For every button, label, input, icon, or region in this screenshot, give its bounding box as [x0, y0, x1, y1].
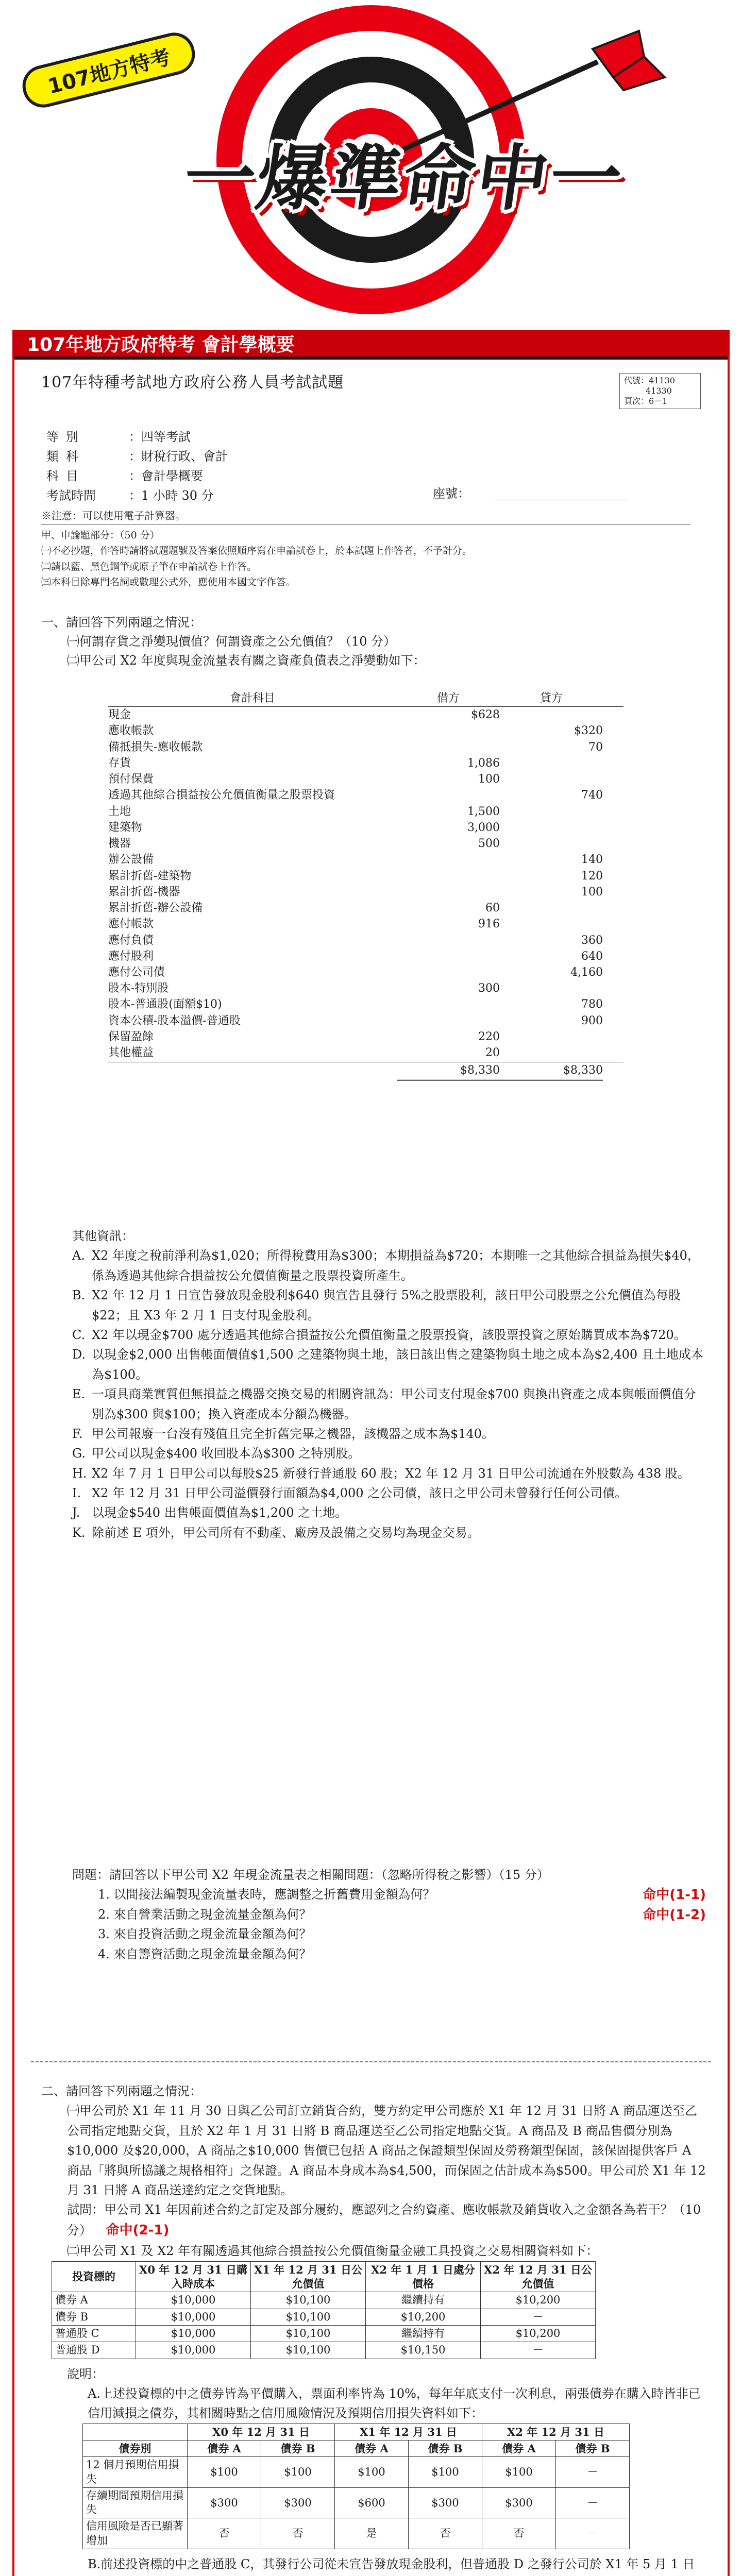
debit-value [397, 1013, 500, 1029]
instruction-line: 甲、申論題部分：（50 分） [41, 530, 160, 541]
info-text: 甲公司以現金$400 收回股本為$300 之特別股。 [92, 1446, 361, 1461]
table-cell: 債券 A [52, 2292, 136, 2309]
credit-value [500, 836, 603, 852]
info-key: G. [72, 1446, 86, 1461]
table-cell: $10,200 [481, 2325, 596, 2342]
slogan-text: 一爆準命中一 [178, 137, 629, 220]
exam-meta [46, 428, 490, 506]
column-header: 債券 B [261, 2440, 335, 2456]
table-cell: $100 [482, 2457, 556, 2488]
info-key: D. [72, 1347, 86, 1362]
seat-label: 座號： [433, 486, 470, 501]
account-name: 股本-普通股(面額$10) [108, 998, 222, 1011]
question-intro: 二、請回答下列兩題之情況： [41, 2084, 202, 2098]
info-text: X2 年 7 月 1 日甲公司以每股$25 新發行普通股 60 股；X2 年 12 月 31 日甲公司流通在外股數為 438 股。 [92, 1466, 690, 1481]
meta-value: ：財稅行政、會計 [129, 449, 228, 464]
debit-value: 3,000 [467, 821, 500, 834]
table-row [108, 787, 623, 803]
section-header [12, 330, 730, 360]
info-text: X2 年度之稅前淨利為$1,020；所得稅費用為$300；本期損益為$720；本期唯一之其他綜合損益為損失$40，係為透過其他綜合損益按公允價值衡量之股票投資所產生。 [92, 1248, 700, 1283]
table-row [52, 2325, 596, 2342]
debit-value [397, 868, 500, 884]
credit-value: 640 [581, 950, 603, 963]
slogan [178, 129, 629, 220]
total-label [108, 1062, 397, 1080]
column-header: 債券 B [556, 2440, 630, 2456]
debit-value: $628 [471, 708, 500, 722]
instructions [41, 528, 690, 590]
info-item [72, 1523, 706, 1543]
column-header: X0 年 12 月 31 日購入時成本 [136, 2261, 251, 2292]
info-text: 甲公司報廢一台沒有殘值且完全折舊完畢之機器，該機器之成本為$140。 [92, 1426, 495, 1441]
credit-value [500, 820, 603, 836]
credit-value [500, 771, 603, 787]
requirement-item [72, 1905, 706, 1924]
investment-table [52, 2261, 596, 2359]
table-cell: － [556, 2457, 630, 2488]
note-title: 說明： [67, 2366, 104, 2381]
table-cell: $10,000 [136, 2325, 251, 2342]
table-row [52, 2309, 596, 2325]
table-cell: $300 [409, 2487, 482, 2518]
table-cell: 否 [482, 2518, 556, 2549]
table-cell: $600 [335, 2487, 409, 2518]
table-cell: － [481, 2342, 596, 2359]
table-row [108, 964, 623, 980]
info-text: 以現金$540 出售帳面價值為$1,200 之土地。 [92, 1505, 348, 1520]
table-cell: 繼續持有 [366, 2325, 481, 2342]
instruction-line: ㈡請以藍、黑色鋼筆或原子筆在申論試卷上作答。 [41, 561, 257, 572]
info-item [72, 1483, 706, 1503]
credit-value [500, 1029, 603, 1045]
table-cell: 是 [335, 2518, 409, 2549]
info-item [72, 1345, 706, 1384]
info-key: A. [72, 1248, 85, 1263]
account-name: 應收帳款 [108, 724, 154, 738]
table-cell: $300 [261, 2487, 335, 2518]
table-cell: $100 [261, 2457, 335, 2488]
table-cell: 普通股 D [52, 2342, 136, 2359]
account-name: 預付保費 [108, 773, 154, 786]
info-key: I. [72, 1486, 81, 1501]
table-row [108, 852, 623, 868]
column-group-header: X1 年 12 月 31 日 [335, 2424, 482, 2440]
col-credit: 貸方 [539, 692, 563, 705]
calculator-notice: ※注意：可以使用電子計算器。 [41, 510, 185, 522]
divider [41, 524, 690, 525]
info-text: X2 年以現金$700 處分透過其他綜合損益按公允價值衡量之股票投資，該股票投資之原始購買成本為$720。 [92, 1327, 686, 1342]
table-row [108, 900, 623, 916]
credit-value [500, 980, 603, 996]
table-cell: $10,100 [251, 2342, 366, 2359]
table-row [108, 707, 623, 723]
info-item [72, 1424, 706, 1444]
hit-badge: 命中(2-1) [106, 2222, 170, 2238]
account-name: 資本公積-股本溢價-普通股 [108, 1014, 241, 1027]
question-1 [41, 613, 701, 671]
sub-question-1: ㈠甲公司於 X1 年 11 月 30 日與乙公司訂立銷貨合約，雙方約定甲公司應於 X1 年 12 月 31 日將 A 商品運送至乙公司指定地點交貨，且於 X2 年 1 月 31 日將 B 商品運送至乙公司指定地點交貨。A 商品及 B 商品售價分別為$10,000 及$20,000，A 商品之$10,000 售價已包括 A 商品之保證類型保固及勞務類型保固，該保固提供客戶 A 商品「將與所協議之規格相符」之保證。A 商品本身成本為$4,500，而保固之估計成本為$500。甲公司於 X1 年 12 月 31 日將 A 商品送達約定之交貨地點。 [67, 2104, 706, 2197]
requirement-text: 1. 以間接法編製現金流量表時，應調整之折舊費用金額為何？ [98, 1887, 435, 1902]
table-row [108, 868, 623, 884]
table-total [108, 1062, 623, 1080]
table-cell: $300 [482, 2487, 556, 2518]
account-name: 應付股利 [108, 950, 154, 963]
account-name: 機器 [108, 837, 131, 851]
debit-value: 1,500 [467, 805, 500, 818]
account-name: 保留盈餘 [108, 1030, 154, 1043]
meta-key: 等別 [46, 430, 86, 444]
info-key: J. [72, 1505, 80, 1520]
table-row [108, 980, 623, 996]
table-cell: $10,000 [136, 2292, 251, 2309]
table-cell: 信用風險是否已顯著增加 [83, 2518, 188, 2549]
exam-title: 107年特種考試地方政府公務人員考試試題 [41, 374, 344, 392]
meta-row [46, 486, 490, 506]
requirement-item [72, 1924, 706, 1944]
exam-code-line: 41330 [646, 386, 672, 396]
info-text: 除前述 E 項外，甲公司所有不動產、廠房及設備之交易均為現金交易。 [92, 1525, 480, 1540]
meta-value: ：四等考試 [129, 430, 191, 444]
meta-value: ：1 小時 30 分 [129, 488, 214, 503]
hit-badge: 命中(1-2) [643, 1907, 706, 1923]
credit-value: 70 [588, 740, 603, 754]
table-row [108, 996, 623, 1012]
info-key: K. [72, 1525, 86, 1540]
debit-value [397, 996, 500, 1012]
table-row [108, 755, 623, 771]
table-header [108, 690, 623, 707]
meta-value: ：會計學概要 [129, 469, 203, 483]
table-cell: $10,200 [366, 2309, 481, 2325]
table-body [108, 707, 623, 1061]
table-cell: $10,200 [481, 2292, 596, 2309]
credit-value [500, 1045, 603, 1061]
table-row [108, 804, 623, 820]
credit-value [500, 755, 603, 771]
credit-value: 900 [581, 1014, 603, 1027]
info-item [72, 1325, 706, 1345]
table-row [83, 2457, 630, 2488]
table-row [108, 820, 623, 836]
table-row [108, 836, 623, 852]
info-item [72, 1444, 706, 1463]
info-text: X2 年 12 月 1 日宣告發放現金股利$640 與宣告且發行 5%之股票股利，該日甲公司股票之公允價值為每股$22；且 X3 年 2 月 1 日支付現金股利。 [92, 1288, 681, 1323]
exam-tag-label: 107地方特考 [45, 45, 173, 99]
table-row [108, 1029, 623, 1045]
other-info [72, 1226, 706, 1543]
table-cell: $10,150 [366, 2342, 481, 2359]
instruction-line: ㈢本科目除專門名詞或數理公式外，應使用本國文字作答。 [41, 577, 296, 588]
debit-value [397, 787, 500, 803]
table-row [83, 2487, 630, 2518]
dashed-divider [31, 2061, 711, 2062]
info-item [72, 1503, 706, 1522]
credit-value: 100 [581, 885, 603, 899]
table-cell: 否 [261, 2518, 335, 2549]
hit-badge: 命中(1-1) [643, 1887, 706, 1903]
note-b: B.前述投資標的中之普通股 C，其發行公司從未宣告發放現金股利，但普通股 D 之發行公司於 X1 年 5 月 1 日 [88, 2557, 695, 2572]
requirement-text: 3. 來自投資活動之現金流量金額為何？ [98, 1927, 312, 1942]
table-header [52, 2261, 596, 2292]
credit-value: 740 [581, 789, 603, 802]
table-row [108, 916, 623, 932]
credit-value [500, 900, 603, 916]
info-key: F. [72, 1426, 83, 1441]
col-debit: 借方 [436, 692, 460, 705]
table-row [108, 739, 623, 755]
debit-value [397, 852, 500, 868]
table-cell: － [556, 2487, 630, 2518]
info-title: 其他資訊： [72, 1229, 134, 1243]
column-header: 債券 A [482, 2440, 556, 2456]
instruction-line: ㈠不必抄題，作答時請將試題題號及答案依照順序寫在申論試卷上，於本試題上作答者，不予計分。 [41, 545, 473, 557]
column-group-header [83, 2424, 188, 2440]
column-header: 債券別 [83, 2440, 188, 2456]
account-name: 存貨 [108, 756, 131, 770]
account-name: 建築物 [108, 821, 143, 834]
credit-value [500, 916, 603, 932]
sub-question: ㈠何謂存貨之淨變現價值？何謂資產之公允價值？（10 分） [67, 634, 396, 649]
requirement-text: 2. 來自營業活動之現金流量金額為何？ [98, 1907, 312, 1922]
column-group-header: X0 年 12 月 31 日 [188, 2424, 335, 2440]
exam-page-line: 頁次：6－1 [624, 396, 668, 406]
credit-value: 780 [581, 998, 603, 1011]
meta-key: 類科 [46, 449, 86, 464]
credit-loss-table [82, 2424, 630, 2549]
info-text: X2 年 12 月 31 日甲公司溢價發行面額為$4,000 之公司債，該日之甲公司未曾發行任何公司債。 [92, 1486, 628, 1501]
total-debit: $8,330 [397, 1062, 500, 1080]
table-header-top [83, 2424, 630, 2440]
table-cell: 債券 B [52, 2309, 136, 2325]
total-credit: $8,330 [500, 1062, 603, 1080]
table-cell: $10,100 [251, 2292, 366, 2309]
account-name: 累計折舊-建築物 [108, 869, 192, 883]
info-list [72, 1246, 706, 1543]
debit-value: 300 [478, 982, 500, 995]
debit-value: 20 [485, 1046, 500, 1060]
account-name: 辦公設備 [108, 853, 154, 867]
debit-value: 100 [478, 773, 500, 786]
banner [0, 0, 742, 330]
account-name: 應付公司債 [108, 965, 165, 979]
debit-value [397, 739, 500, 755]
meta-key: 科目 [46, 469, 86, 483]
sub-question-2: ㈡甲公司 X1 及 X2 年有關透過其他綜合損益按公允價值衡量金融工具投資之交易相關資料如下： [67, 2244, 599, 2259]
debit-value [397, 723, 500, 739]
table-row [108, 933, 623, 948]
table-row [83, 2518, 630, 2549]
column-group-header: X2 年 12 月 31 日 [482, 2424, 630, 2440]
table-cell: $10,100 [251, 2325, 366, 2342]
info-item [72, 1464, 706, 1483]
exam-code-line: 代號：41130 [624, 376, 675, 385]
table-cell: 否 [188, 2518, 261, 2549]
sub-question-1-ask [41, 2200, 706, 2241]
note-a: A.上述投資標的中之債券皆為平價購入，票面利率皆為 10%，每年年底支付一次利息，兩張債券在購入時皆非已信用減損之債券，其相關時點之信用風險情況及預期信用損失資料如下： [88, 2386, 701, 2421]
exam-code-box [619, 373, 701, 409]
table-cell: $10,000 [136, 2309, 251, 2325]
column-header: X2 年 12 月 31 日公允價值 [481, 2261, 596, 2292]
table-row [108, 948, 623, 964]
info-item [72, 1384, 706, 1424]
account-name: 透過其他綜合損益按公允價值衡量之股票投資 [108, 789, 335, 802]
question-2 [41, 2081, 706, 2576]
account-name: 累計折舊-機器 [108, 885, 180, 899]
column-header: 債券 A [188, 2440, 261, 2456]
account-name: 股本-特別股 [108, 982, 169, 995]
info-key: B. [72, 1288, 86, 1303]
info-key: E. [72, 1387, 86, 1402]
table-cell: $10,100 [251, 2309, 366, 2325]
table-row [108, 771, 623, 787]
table-body [83, 2457, 630, 2549]
meta-row [46, 467, 490, 486]
account-name: 其他權益 [108, 1046, 154, 1060]
account-name: 土地 [108, 805, 131, 818]
credit-value [500, 804, 603, 820]
debit-value [397, 933, 500, 948]
requirement-text: 4. 來自籌資活動之現金流量金額為何？ [98, 1946, 312, 1961]
col-account: 會計科目 [229, 692, 275, 705]
info-text: 一項具商業實質但無損益之機器交換交易的相關資訊為：甲公司支付現金$700 與換出資產之成本與帳面價值分別為$300 與$100；換入資產成本分額為機器。 [92, 1387, 696, 1421]
credit-value: 360 [581, 934, 603, 947]
debit-value [397, 964, 500, 980]
column-header: X2 年 1 月 1 日處分價格 [366, 2261, 481, 2292]
column-header: 投資標的 [52, 2261, 136, 2292]
table-row [108, 1045, 623, 1061]
credit-value: 120 [581, 869, 603, 883]
meta-row [46, 447, 490, 467]
column-header: 債券 A [335, 2440, 409, 2456]
table-body [52, 2292, 596, 2359]
debit-value: 916 [478, 918, 500, 931]
table-cell: $10,000 [136, 2342, 251, 2359]
balance-change-table [108, 690, 623, 1081]
meta-row [46, 428, 490, 447]
credit-value: 4,160 [570, 965, 603, 979]
sub-question-1-ask-text: 試問：甲公司 X1 年因前述合約之訂定及部分履約，應認列之合約資產、應收帳款及銷貨收入之金額各為若干？（10 分） [67, 2202, 701, 2238]
table-cell: $100 [188, 2457, 261, 2488]
table-row [52, 2292, 596, 2309]
table-cell: － [556, 2518, 630, 2549]
table-cell: 存續期間預期信用損失 [83, 2487, 188, 2518]
section-title: 107年地方政府特考 會計學概要 [27, 334, 295, 355]
debit-value: 1,086 [467, 756, 500, 770]
column-header: X1 年 12 月 31 日公允價值 [251, 2261, 366, 2292]
debit-value [397, 948, 500, 964]
table-row [108, 884, 623, 900]
meta-key: 考試時間 [46, 488, 96, 503]
sub-question: ㈡甲公司 X2 年度與現金流量表有關之資產負債表之淨變動如下： [67, 653, 426, 668]
debit-value: 500 [478, 837, 500, 851]
account-name: 備抵損失-應收帳款 [108, 740, 203, 754]
account-name: 現金 [108, 708, 131, 722]
table-cell: 12 個月預期信用損失 [83, 2457, 188, 2488]
table-row [108, 1013, 623, 1029]
info-item [72, 1246, 706, 1285]
table-cell: 否 [409, 2518, 482, 2549]
debit-value: 60 [485, 902, 500, 915]
table-cell: 普通股 C [52, 2325, 136, 2342]
info-item [72, 1285, 706, 1325]
requirement-text: 問題：請回答以下甲公司 X2 年現金流量表之相關問題：（忽略所得稅之影響）（15 分） [72, 1868, 549, 1882]
table-header-sub [83, 2440, 630, 2456]
account-name: 累計折舊-辦公設備 [108, 902, 203, 915]
info-text: 以現金$2,000 出售帳面價值$1,500 之建築物與土地，該日該出售之建築物與土地之成本為$2,400 且土地成本為$100。 [92, 1347, 703, 1382]
credit-value [500, 707, 603, 723]
credit-value: $320 [574, 724, 603, 738]
table-cell: $100 [409, 2457, 482, 2488]
requirement-list [72, 1885, 706, 1964]
requirements [72, 1865, 706, 1964]
table-cell: $300 [188, 2487, 261, 2518]
info-key: H. [72, 1466, 87, 1481]
debit-value [397, 884, 500, 900]
table-cell: － [481, 2309, 596, 2325]
table-cell: 繼續持有 [366, 2292, 481, 2309]
column-header: 債券 B [409, 2440, 482, 2456]
info-key: C. [72, 1327, 86, 1342]
credit-value: 140 [581, 853, 603, 867]
table-row [108, 723, 623, 739]
table-cell: $100 [335, 2457, 409, 2488]
question-intro: 一、請回答下列兩題之情況： [41, 615, 202, 630]
account-name: 應付負債 [108, 934, 154, 947]
requirement-item [72, 1885, 706, 1904]
requirement-item [72, 1944, 706, 1964]
table-row [52, 2342, 596, 2359]
debit-value: 220 [478, 1030, 500, 1043]
account-name: 應付帳款 [108, 918, 154, 931]
